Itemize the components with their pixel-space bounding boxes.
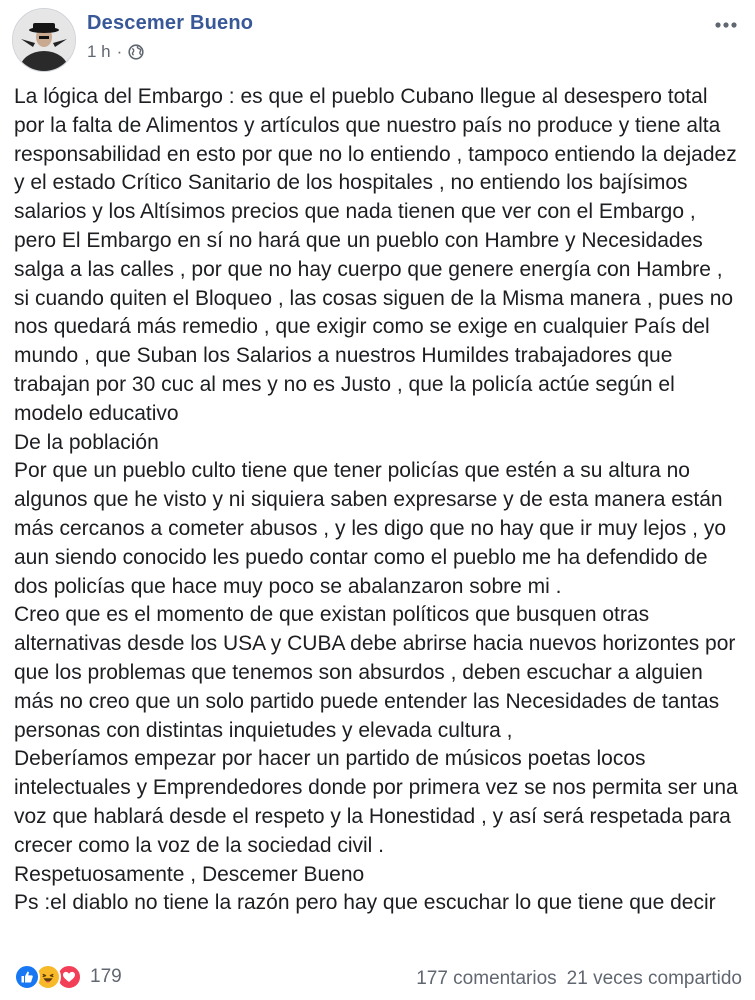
post-stats	[416, 968, 742, 990]
post-paragraph: Por que un pueblo culto tiene que tener policías que estén a su altura no algunos que he visto y ni siquiera saben expresarse y de esta manera están más cercanos a cometer abusos , y les digo que no hay que ir muy lejos , yo aun siendo conocido les puedo contar como el pueblo me ha defendido de dos policías que hace muy poco se abalanzaron sobre mi .	[14, 459, 727, 598]
reactions-summary[interactable]	[14, 964, 122, 990]
post-paragraph: Deberíamos empezar por hacer un partido de músicos poetas locos intelectuales y Emprendedores donde por primera vez se nos permita ser una voz que hablará desde el respeto y la Honestidad , y así será respetada para crecer como la voz de la sociedad civil .	[14, 747, 738, 857]
avatar-image	[13, 9, 75, 71]
shares-link[interactable]: 21 veces compartido	[566, 968, 742, 989]
avatar[interactable]	[12, 8, 76, 72]
more-options-icon[interactable]	[711, 10, 741, 40]
post-footer	[14, 962, 742, 996]
reaction-count: 179	[90, 966, 122, 987]
meta-separator: ·	[116, 42, 123, 61]
post-meta	[87, 42, 144, 62]
post-paragraph: La lógica del Embargo : es que el pueblo Cubano llegue al desespero total por la falta de Alimentos y artículos que nuestro país no produce y tiene alta responsabilidad en esto por que no lo entiendo , tampoco entiendo la dejadez y el estado Crítico Sanitario de los hospitales , no entiendo los bajísimos salarios y los Altísimos precios que nada tienen que ver con el Embargo , pero El Embargo en sí no hará que un pueblo con Hambre y Necesidades salga a las calles , por que no hay cuerpo que genere energía con Hambre , si cuando quiten el Bloqueo , las cosas siguen de la Misma manera , pues no nos quedará más remedio , que exigir como se exige en cualquier País del mundo , que Suban los Salarios a nuestros Humildes trabajadores que trabajan por 30 cuc al mes y no es Justo , que la policía actúe según el modelo educativo	[14, 85, 737, 425]
post-paragraph: De la población	[14, 430, 159, 454]
like-icon	[14, 964, 40, 990]
post-paragraph: Respetuosamente , Descemer Bueno	[14, 862, 365, 886]
post-text	[14, 83, 742, 918]
post-time[interactable]: 1 h	[87, 42, 111, 61]
post-paragraph: Creo que es el momento de que existan políticos que busquen otras alternativas desde los USA y CUBA debe abrirse hacia nuevos horizontes por que los problemas que tenemos son absurdos , deben escuchar a alguien más no creo que un solo partido puede entender las Necesidades de tantas personas con distintas inquietudes y elevada cultura ,	[14, 603, 736, 742]
comments-link[interactable]: 177 comentarios	[416, 968, 557, 989]
globe-icon	[128, 44, 144, 60]
post-header	[12, 8, 743, 72]
post-paragraph: Ps :el diablo no tiene la razón pero hay que escuchar lo que tiene que decir	[14, 891, 716, 915]
author-name[interactable]: Descemer Bueno	[87, 12, 254, 34]
